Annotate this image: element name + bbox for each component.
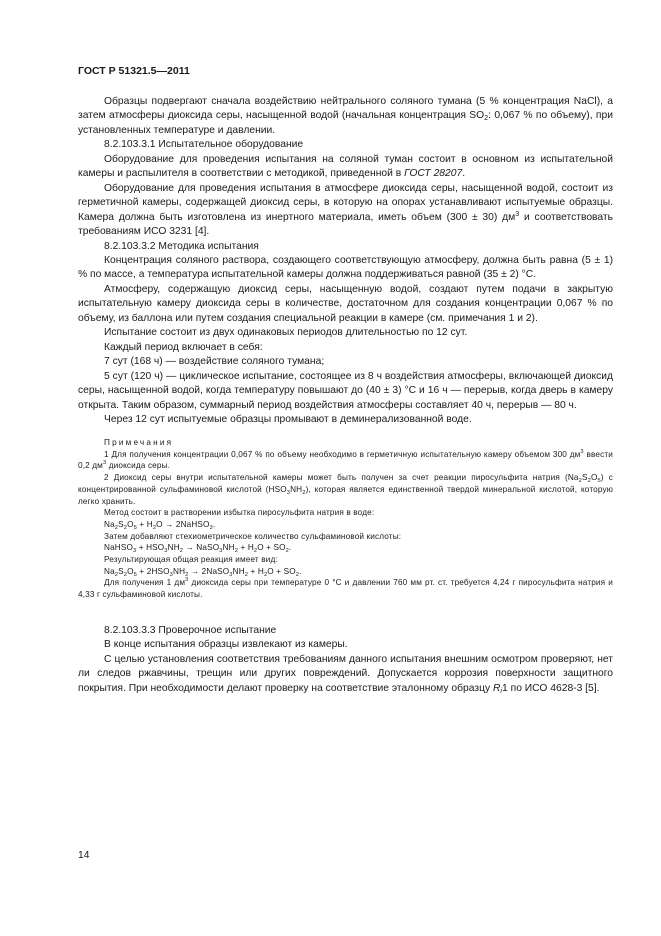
document-header: ГОСТ Р 51321.5—2011 xyxy=(78,65,190,77)
paragraph: 5 сут (120 ч) — циклическое испытание, состоящее из 8 ч воздействия атмосферы, включающей диоксид серы, насыщенной водой, когда температуру повышают до (40 ± 3) °С и 16 ч — перерыв, когда дверь в камеру открыта. Таким образом, суммарный период воздействия атмосферы составляет 40 ч, перерыв — 80 ч. xyxy=(78,370,613,411)
page-number: 14 xyxy=(78,850,90,861)
note-2: 2 Диоксид серы внутри испытательной камеры может быть получен за счет реакции пиросульфита натрия $(Na_2S_2O_5)$ с концентрированной сульфаминовой кислотой $(HSO_3NH_2)$, которая является единственной твердой минеральной кислотой, которую легко хранить. xyxy=(78,473,614,506)
note-text: Метод состоит в растворении избытка пиросульфита натрия в воде: xyxy=(104,508,375,518)
equation: NaHSO$_3$ + $HSO_3NH_2$ → $NaSO_3NH_2 + H_2O + SO_2$. xyxy=(104,543,292,555)
notes-title: Примечания xyxy=(104,438,174,447)
paragraph: Концентрация соляного раствора, создающего соответствующую атмосферу, должна быть равна (5 ± 1) % по массе, а температура испытательной камеры должна поддерживаться равной (35 ± 2) °С. xyxy=(78,254,613,281)
paragraph: В конце испытания образцы извлекают из камеры. xyxy=(104,639,348,651)
note-1: 1 Для получения концентрации 0,067 % по объему необходимо в герметичную испытательную камеру объемом 300 $дм^3$ ввести 0,2 $дм^3$ диоксида серы. xyxy=(78,448,613,471)
main-text-section-2 xyxy=(78,624,613,696)
subsection-heading: 8.2.103.3.2 Методика испытания xyxy=(104,240,259,252)
equation: $Na_2S_2O_5 + 2HSO_3NH_2$ → $2NaSO_3NH_2 + H_2O + SO_2$. xyxy=(104,566,302,578)
notes-block xyxy=(78,437,613,601)
paragraph: Оборудование для проведения испытания в атмосфере диоксида серы, насыщенной водой, состоит из герметичной камеры, содержащей диоксид серы, в которую на опорах устанавливают испытуемые образцы. Камера должна быть изготовлена из инертного материала, иметь объем (300 ± 30) $дм^3$ и соответствовать требованиям ИСО 3231 [4]. xyxy=(78,182,613,238)
paragraph: Испытание состоит из двух одинаковых периодов длительностью по 12 сут. xyxy=(104,327,468,339)
subsection-heading: 8.2.103.3.1 Испытательное оборудование xyxy=(104,139,304,151)
equation: $Na_2S_2O_5 + H_2O$ → 2NaHSO$_3$. xyxy=(104,519,216,531)
paragraph: Образцы подвергают сначала воздействию нейтрального соляного тумана (5 % концентрация NaCl), а затем атмосферы диоксида серы, насыщенной водой (начальная концентрация $SO_2$: 0,067 % по объему), при установленных температуре и давлении. xyxy=(78,96,613,136)
main-text-section-1 xyxy=(78,95,613,427)
note-text: Результирующая общая реакция имеет вид: xyxy=(104,555,278,565)
paragraph: Каждый период включает в себя: xyxy=(104,341,263,353)
paragraph: С целью установления соответствия требованиям данного испытания внешним осмотром проверяют, нет ли следов ржавчины, трещин или других повреждений. Допускается коррозия поверхности защитного покрытия. При необходимости делают проверку на соответствие эталонному образцу $R_i1$ по ИСО 4628-3 [5]. xyxy=(78,653,613,695)
note-text: Для получения 1 $дм^3$ диоксида серы при температуре 0 °С и давлении 760 мм рт. ст. требуется 4,24 г пиросульфита натрия и 4,33 г сульфаминовой кислоты. xyxy=(78,577,613,600)
paragraph: 7 сут (168 ч) — воздействие соляного тумана; xyxy=(104,356,325,368)
paragraph: Атмосферу, содержащую диоксид серы, насыщенную водой, создают путем подачи в закрытую испытательную камеру диоксида серы в количестве, достаточном для создания концентрации 0,067 % по объему, из баллона или путем создания специальной реакции в камере (см. примечания 1 и 2). xyxy=(78,283,613,324)
subsection-heading: 8.2.103.3.3 Проверочное испытание xyxy=(104,625,277,636)
paragraph: Через 12 сут испытуемые образцы промывают в деминерализованной воде. xyxy=(104,413,472,425)
standard-reference: ГОСТ 28207 xyxy=(404,168,463,180)
note-text: Затем добавляют стехиометрическое количество сульфаминовой кислоты: xyxy=(104,531,402,541)
paragraph: Оборудование для проведения испытания на соляной туман состоит в основном из испытательной камеры и распылителя в соответствии с методикой, приведенной в ГОСТ 28207. xyxy=(78,153,613,180)
